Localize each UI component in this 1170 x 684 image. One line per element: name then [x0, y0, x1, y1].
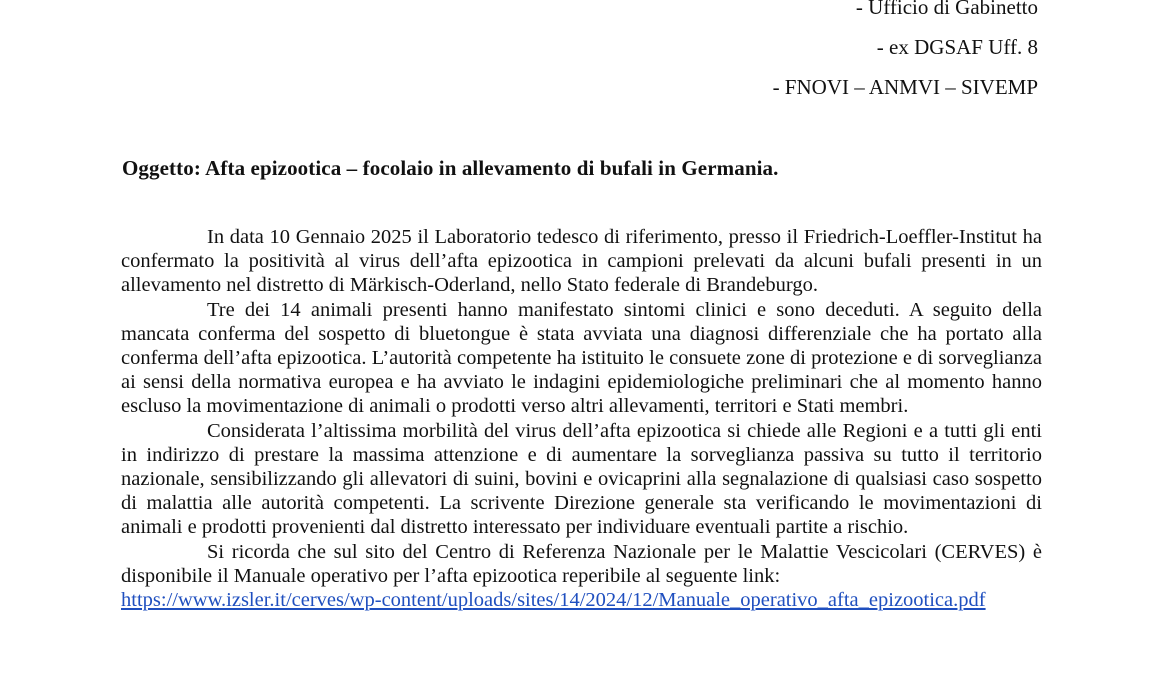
- body-paragraph: Si ricorda che sul sito del Centro di Referenza Nazionale per le Malattie Vescicolari (CERVES) è disponibile il Manuale operativo per l’afta epizootica reperibile al seguente link:: [121, 540, 1042, 587]
- body-paragraph: In data 10 Gennaio 2025 il Laboratorio tedesco di riferimento, presso il Friedrich-Loeffler-Institut ha confermato la positività al virus dell’afta epizootica in campioni prelevati da alcuni bufali presenti in un allevamento nel distretto di Märkisch-Oderland, nello Stato federale di Brandeburgo.: [121, 226, 1042, 297]
- subject-line: Oggetto: Afta epizootica – focolaio in allevamento di bufali in Germania.: [122, 156, 779, 180]
- body-paragraph: Considerata l’altissima morbilità del virus dell’afta epizootica si chiede alle Regioni e a tutti gli enti in indirizzo di prestare la massima attenzione e di aumentare la sorveglianza passiva su tutto il territorio nazionale, sensibilizzando gli allevatori di suini, bovini e ovicaprini alla segnalazione di qualsiasi caso sospetto di malattia alle autorità competenti. La scrivente Direzione generale sta verificando le movimentazioni di animali e prodotti provenienti dal distretto interessato per individuare eventuali partite a rischio.: [121, 419, 1042, 539]
- letter-body: [121, 225, 1042, 612]
- addressee-list: [773, 0, 1038, 107]
- addressee-line: - FNOVI – ANMVI – SIVEMP: [772, 75, 1038, 99]
- body-paragraph: Tre dei 14 animali presenti hanno manifestato sintomi clinici e sono deceduti. A seguito della mancata conferma del sospetto di bluetongue è stata avviata una diagnosi differenziale che ha portato alla conferma dell’afta epizootica. L’autorità competente ha istituito le consuete zone di protezione e di sorveglianza ai sensi della normativa europea e ha avviato le indagini epidemiologiche preliminari che al momento hanno escluso la movimentazione di animali o prodotti verso altri allevamenti, territori e Stati membri.: [121, 298, 1042, 418]
- addressee-line: - ex DGSAF Uff. 8: [876, 35, 1038, 59]
- addressee-line: - Ufficio di Gabinetto: [855, 0, 1038, 19]
- manual-link[interactable]: https://www.izsler.it/cerves/wp-content/uploads/sites/14/2024/12/Manuale_operativo_afta_epizootica.pdf: [121, 589, 986, 612]
